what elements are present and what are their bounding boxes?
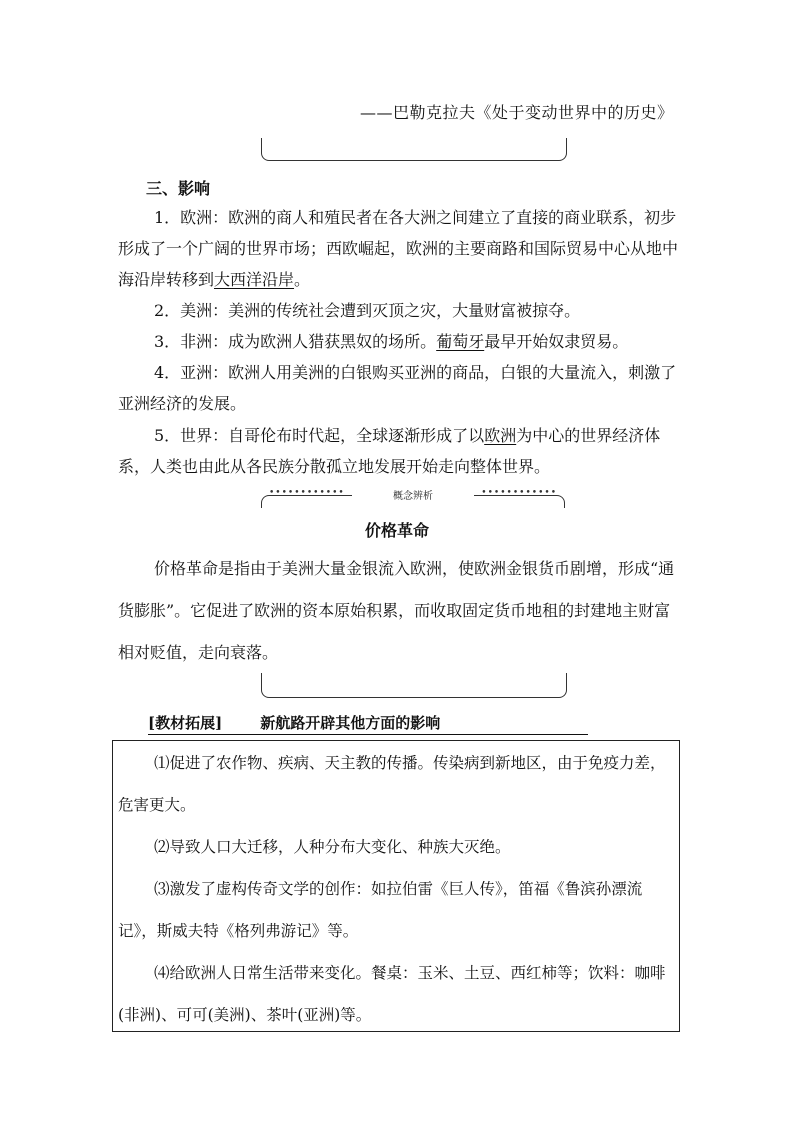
item-world-underline: 欧洲 xyxy=(484,426,517,445)
extension-point-2: ⑵导致人口大迁移，人种分布大变化、种族大灭绝。 xyxy=(154,838,511,856)
concept-title: 价格革命 xyxy=(364,521,429,540)
item-africa xyxy=(118,326,678,357)
item-america-text: 2．美洲：美洲的传统社会遭到灭顶之灾，大量财富被掠夺。 xyxy=(154,301,581,320)
section-title: 三、影响 xyxy=(146,179,211,198)
concept-frame-bottom xyxy=(261,673,567,698)
dots-decoration-right: •••••••••••• xyxy=(481,488,557,498)
extension-title: 新航路开辟其他方面的影响 xyxy=(260,714,441,732)
dots-decoration-left: •••••••••••• xyxy=(269,488,345,498)
concept-frame-top xyxy=(261,488,565,509)
item-europe-end: 。 xyxy=(294,270,311,289)
item-world-end: 为中心的世界经济体系，人类也由此从各民族分散孤立地发展开始走向整体世界。 xyxy=(118,426,661,476)
item-asia-text: 4．亚洲：欧洲人用美洲的白银购买亚洲的商品，白银的大量流入，刺激了亚洲经济的发展。 xyxy=(118,363,677,413)
extension-heading xyxy=(148,712,588,735)
extension-point-1: ⑴促进了农作物、疾病、天主教的传播。传染病到新地区，由于免疫力差，危害更大。 xyxy=(118,754,666,814)
quote-source: ——巴勒克拉夫《处于变动世界中的历史》 xyxy=(360,103,674,122)
item-world-text: 5．世界：自哥伦布时代起，全球逐渐形成了以 xyxy=(154,426,485,445)
item-europe xyxy=(118,202,678,295)
quote-frame-bottom xyxy=(261,138,567,161)
item-world xyxy=(118,420,678,482)
item-europe-text: 1．欧洲：欧洲的商人和殖民者在各大洲之间建立了直接的商业联系，初步形成了一个广阔的世界市场；西欧崛起，欧洲的主要商路和国际贸易中心从地中海沿岸转移到 xyxy=(118,208,679,289)
item-america xyxy=(118,295,678,326)
extension-point-4: ⑷给欧洲人日常生活带来变化。餐桌：玉米、土豆、西红柿等；饮料：咖啡(非洲)、可可(美洲)、茶叶(亚洲)等。 xyxy=(118,964,666,1024)
concept-label: 概念辨析 xyxy=(393,491,433,502)
extension-tag: [教材拓展] xyxy=(148,714,223,732)
item-asia xyxy=(118,357,678,419)
item-africa-text: 3．非洲：成为欧洲人猎获黑奴的场所。 xyxy=(154,332,437,351)
item-africa-end: 最早开始奴隶贸易。 xyxy=(484,332,629,351)
extension-point-3: ⑶激发了虚构传奇文学的创作：如拉伯雷《巨人传》，笛福《鲁滨孙漂流记》，斯威夫特《格列弗游记》等。 xyxy=(118,880,643,940)
concept-body: 价格革命是指由于美洲大量金银流入欧洲，使欧洲金银货币剧增，形成“通货膨胀”。它促进了欧洲的资本原始积累，而收取固定货币地租的封建地主财富相对贬值，走向衰落。 xyxy=(118,559,675,662)
item-europe-underline: 大西洋沿岸 xyxy=(214,270,295,289)
item-africa-underline: 葡萄牙 xyxy=(436,332,485,351)
